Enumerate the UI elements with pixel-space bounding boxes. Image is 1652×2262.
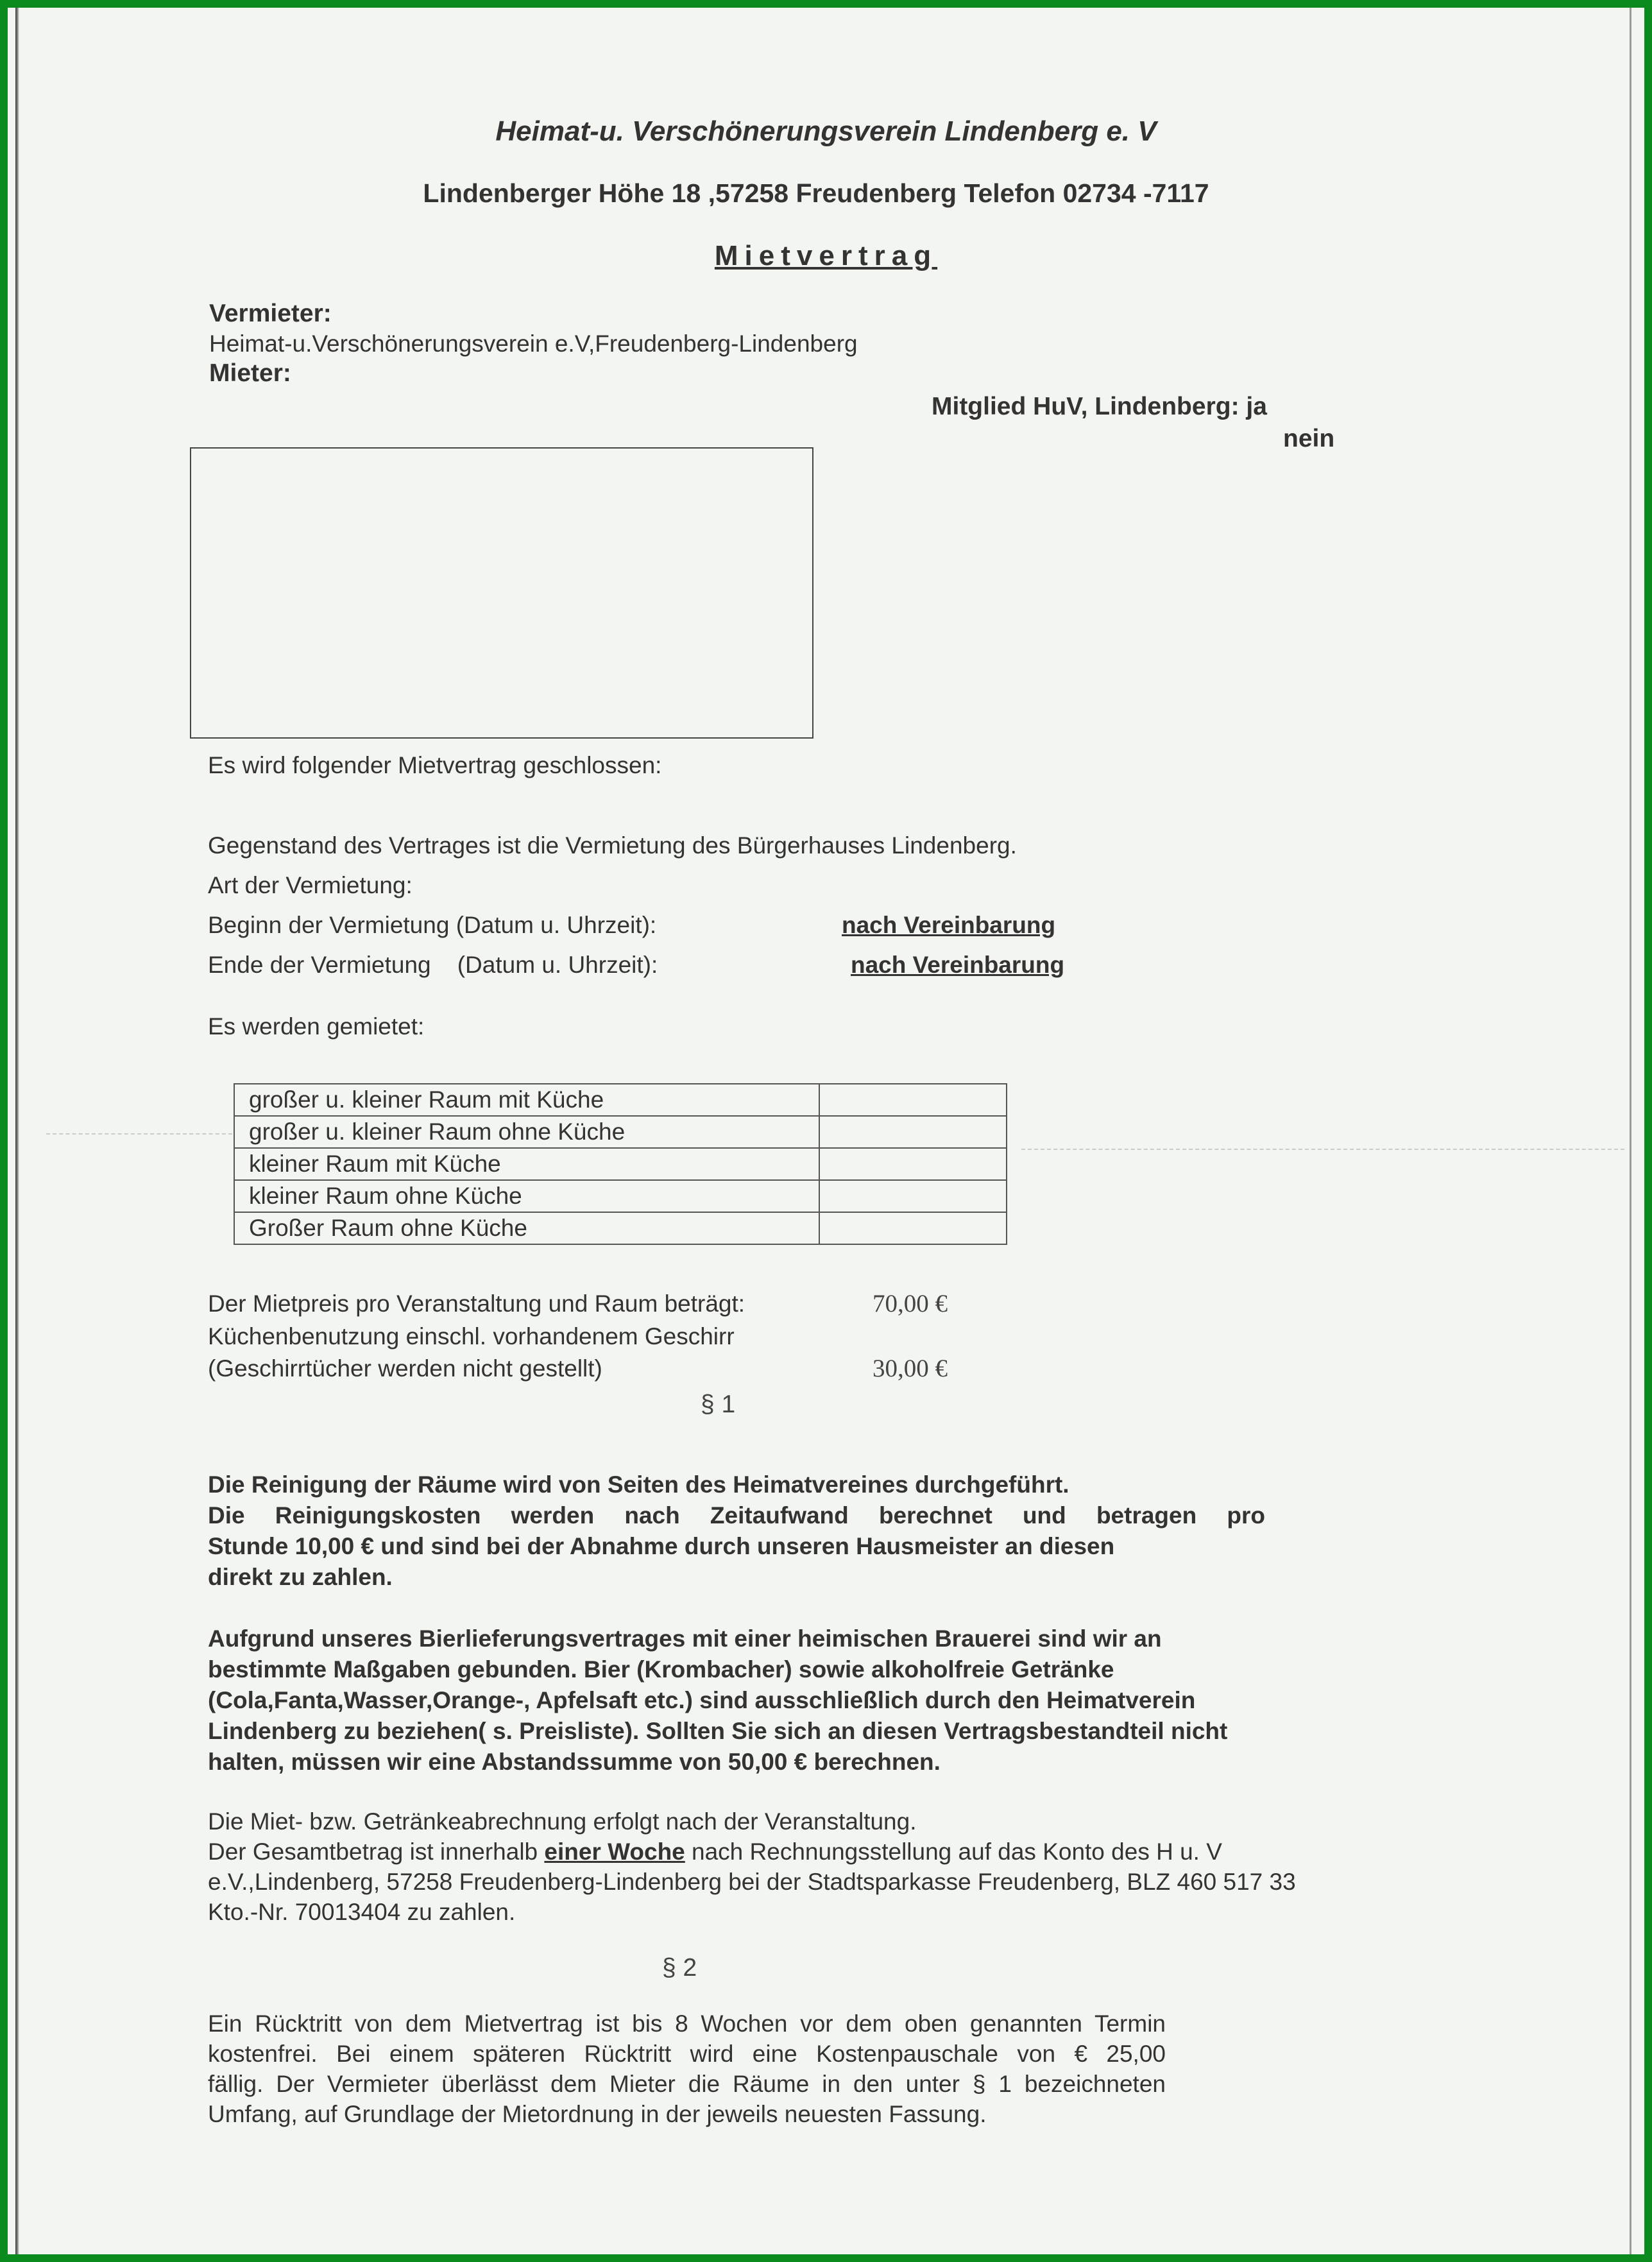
paragraph-line: kostenfrei. Bei einem späteren Rücktritt wird eine Kostenpauschale von € 25,00 xyxy=(208,2041,1166,2067)
paragraph-line: halten, müssen wir eine Abstandssumme von 50,00 € berechnen. xyxy=(208,1749,941,1775)
room-option-label: kleiner Raum mit Küche xyxy=(234,1148,819,1180)
org-name: Heimat-u. Verschönerungsverein Lindenberg e. V xyxy=(495,116,1157,147)
billing-text: Der Gesamtbetrag ist innerhalb xyxy=(208,1838,545,1865)
paragraph-line: Aufgrund unseres Bierlieferungsvertrages mit einer heimischen Brauerei sind wir an xyxy=(208,1625,1162,1652)
room-option-checkbox[interactable] xyxy=(819,1148,1007,1180)
paragraph-line: Die Reinigungskosten werden nach Zeitaufwand berechnet und betragen pro xyxy=(208,1502,1265,1529)
room-option-checkbox[interactable] xyxy=(819,1212,1007,1244)
room-option-label: Großer Raum ohne Küche xyxy=(234,1212,819,1244)
payment-deadline: einer Woche xyxy=(544,1838,685,1865)
room-option-label: kleiner Raum ohne Küche xyxy=(234,1180,819,1212)
tenant-address-box[interactable] xyxy=(190,447,813,739)
member-no-label: nein xyxy=(1283,425,1335,452)
room-option-checkbox[interactable] xyxy=(819,1180,1007,1212)
document-page xyxy=(8,8,1644,2254)
rental-begin-label: Beginn der Vermietung (Datum u. Uhrzeit): xyxy=(208,912,657,938)
paragraph-line: e.V.,Lindenberg, 57258 Freudenberg-Lindenberg bei der Stadtsparkasse Freudenberg, BLZ 460 517 33 xyxy=(208,1869,1296,1895)
rented-label: Es werden gemietet: xyxy=(208,1013,425,1040)
rent-label: Der Mietpreis pro Veranstaltung und Raum beträgt: xyxy=(208,1290,745,1317)
paragraph-line: fällig. Der Vermieter überlässt dem Mieter die Räume in den unter § 1 bezeichneten xyxy=(208,2071,1166,2097)
paragraph-line xyxy=(208,1837,1427,1867)
paragraph-line: Umfang, auf Grundlage der Mietordnung in der jeweils neuesten Fassung. xyxy=(208,2101,987,2127)
cancellation-paragraph xyxy=(208,2009,1166,2129)
document-title: Mietvertrag xyxy=(714,240,938,271)
landlord-value: Heimat-u.Verschönerungsverein e.V,Freudenberg-Lindenberg xyxy=(209,330,858,357)
room-option-label: großer u. kleiner Raum ohne Küche xyxy=(234,1116,819,1148)
kitchen-note: (Geschirrtücher werden nicht gestellt) xyxy=(208,1355,602,1382)
landlord-label: Vermieter: xyxy=(209,300,332,327)
kitchen-value: 30,00 € xyxy=(873,1355,948,1382)
paragraph-line: direkt zu zahlen. xyxy=(208,1564,393,1590)
contract-subject: Gegenstand des Vertrages ist die Vermietung des Bürgerhauses Lindenberg. xyxy=(208,832,1017,859)
rental-end-label: Ende der Vermietung (Datum u. Uhrzeit): xyxy=(208,952,658,978)
rental-end-value: nach Vereinbarung xyxy=(851,952,1065,978)
org-address: Lindenberger Höhe 18 ,57258 Freudenberg Telefon 02734 -7117 xyxy=(423,178,1209,208)
table-row xyxy=(234,1148,1007,1180)
paragraph-line: bestimmte Maßgaben gebunden. Bier (Krombacher) sowie alkoholfreie Getränke xyxy=(208,1656,1114,1683)
paragraph-line: Stunde 10,00 € und sind bei der Abnahme durch unseren Hausmeister an diesen xyxy=(208,1533,1115,1559)
cleaning-paragraph xyxy=(208,1469,1265,1593)
paragraph-line: (Cola,Fanta,Wasser,Orange-, Apfelsaft etc.) sind ausschließlich durch den Heimatverein xyxy=(208,1687,1196,1713)
table-row xyxy=(234,1116,1007,1148)
table-row xyxy=(234,1084,1007,1116)
paragraph-line: Die Reinigung der Räume wird von Seiten des Heimatvereines durchgeführt. xyxy=(208,1471,1069,1498)
room-option-checkbox[interactable] xyxy=(819,1116,1007,1148)
table-row xyxy=(234,1180,1007,1212)
table-row xyxy=(234,1212,1007,1244)
billing-text: nach Rechnungsstellung auf das Konto des H u. V xyxy=(685,1838,1222,1865)
paragraph-line: Kto.-Nr. 70013404 zu zahlen. xyxy=(208,1899,516,1925)
room-option-label: großer u. kleiner Raum mit Küche xyxy=(234,1084,819,1116)
rental-begin-value: nach Vereinbarung xyxy=(842,912,1056,938)
scan-artifact-line xyxy=(46,1133,232,1135)
section-1-heading: § 1 xyxy=(701,1391,736,1418)
kitchen-label: Küchenbenutzung einschl. vorhandenem Geschirr xyxy=(208,1323,735,1349)
paragraph-line: Lindenberg zu beziehen( s. Preisliste). Sollten Sie sich an diesen Vertragsbestandteil nicht xyxy=(208,1718,1228,1744)
rent-value: 70,00 € xyxy=(873,1290,948,1317)
scan-artifact-line xyxy=(1021,1149,1624,1150)
member-yes-label: Mitglied HuV, Lindenberg: ja xyxy=(932,393,1267,420)
tenant-label: Mieter: xyxy=(209,359,291,387)
beverage-paragraph xyxy=(208,1624,1375,1778)
paragraph-line: Ein Rücktritt von dem Mietvertrag ist bis 8 Wochen vor dem oben genannten Termin xyxy=(208,2010,1166,2037)
section-2-heading: § 2 xyxy=(662,1954,697,1982)
scan-edge-left xyxy=(15,8,19,2254)
intro-text: Es wird folgender Mietvertrag geschlossen: xyxy=(208,752,662,778)
rooms-table xyxy=(234,1083,1007,1245)
room-option-checkbox[interactable] xyxy=(819,1084,1007,1116)
rental-type-label: Art der Vermietung: xyxy=(208,872,413,898)
billing-paragraph xyxy=(208,1806,1427,1927)
paragraph-line: Die Miet- bzw. Getränkeabrechnung erfolgt nach der Veranstaltung. xyxy=(208,1808,917,1835)
scan-edge-right xyxy=(1630,8,1631,2254)
